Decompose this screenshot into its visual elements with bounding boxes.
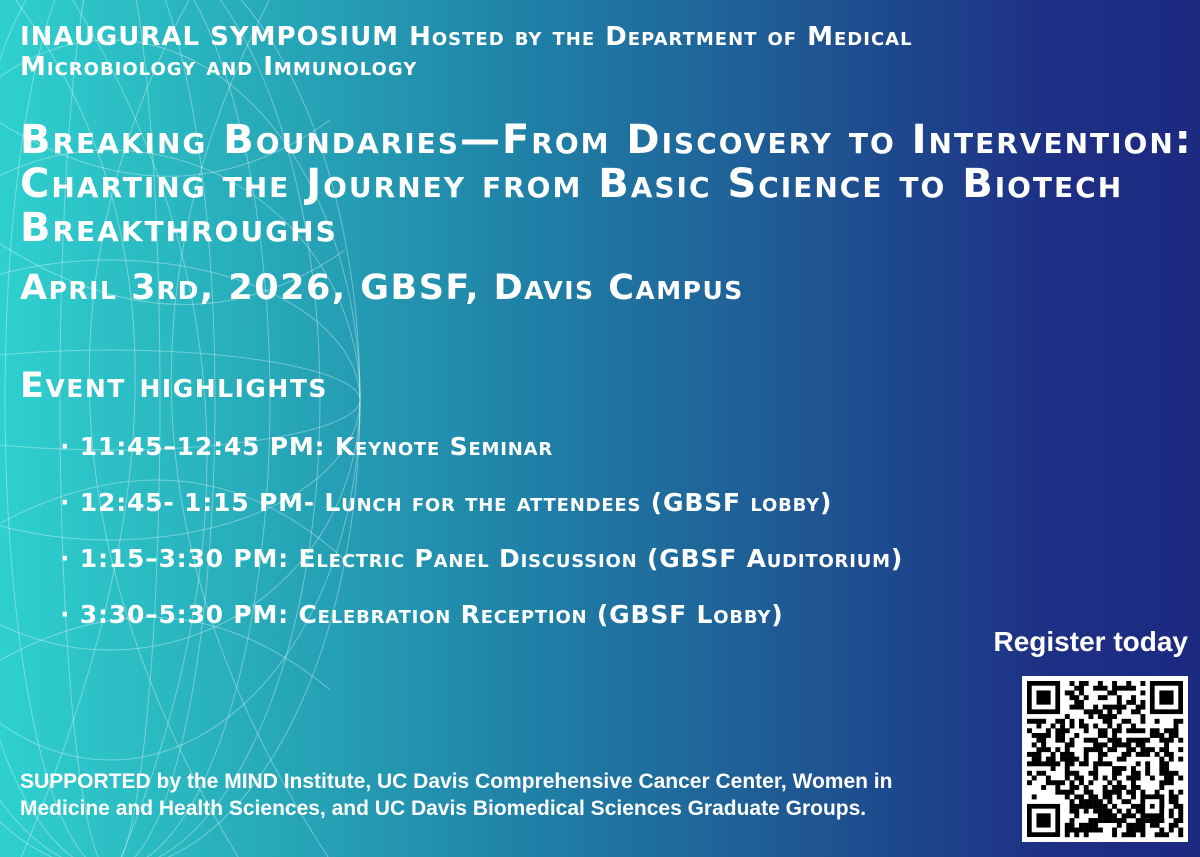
- highlights-heading: Event highlights: [20, 366, 328, 406]
- supported-by-text: SUPPORTED by the MIND Institute, UC Davis Comprehensive Cancer Center, Women in Medicine and Health Sciences, and UC Davis Biomedical Sciences Graduate Groups.: [20, 770, 893, 820]
- symposium-title: Breaking Boundaries—From Discovery to Intervention: Charting the Journey from Basic Science to Biotech Breakthroughs: [20, 117, 1193, 251]
- register-label: Register today: [993, 626, 1188, 657]
- schedule-item-lunch: · 12:45- 1:15 PM- Lunch for the attendees (GBSF lobby): [60, 488, 833, 517]
- schedule-list: [60, 432, 903, 656]
- schedule-item-keynote: · 11:45–12:45 PM: Keynote Seminar: [60, 432, 553, 461]
- qr-code-icon[interactable]: [1022, 676, 1188, 842]
- hosted-by-line: INAUGURAL SYMPOSIUM Hosted by the Department of Medical Microbiology and Immunology: [20, 22, 913, 82]
- schedule-item-reception: · 3:30–5:30 PM: Celebration Reception (GBSF Lobby): [60, 600, 784, 629]
- schedule-item-panel: · 1:15–3:30 PM: Electric Panel Discussion (GBSF Auditorium): [60, 544, 904, 573]
- date-location: April 3rd, 2026, GBSF, Davis Campus: [20, 268, 744, 308]
